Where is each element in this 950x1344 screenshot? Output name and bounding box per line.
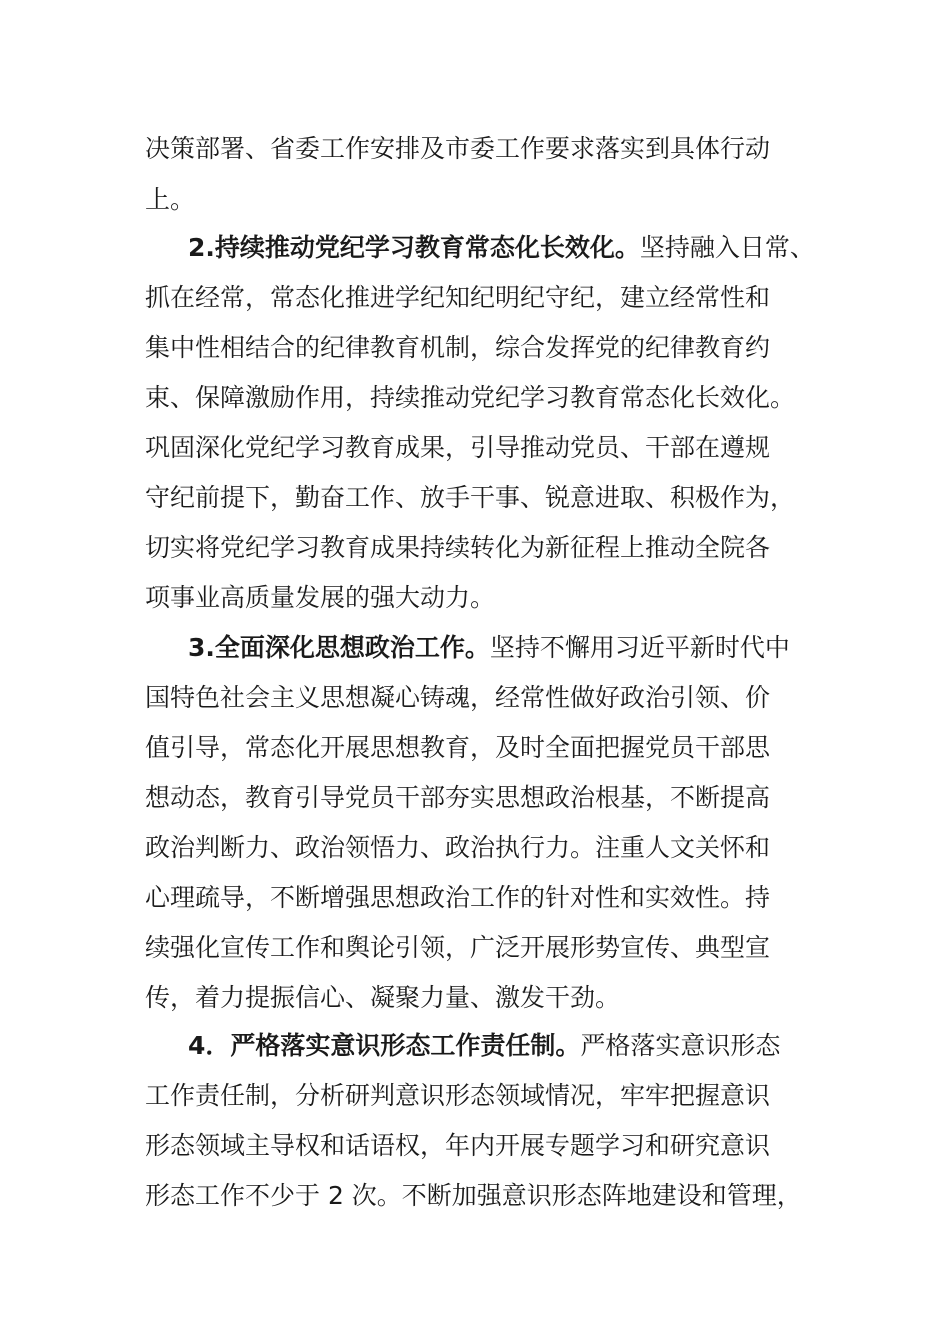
text-line xyxy=(188,1026,780,1066)
text-line xyxy=(145,528,770,568)
text-line xyxy=(145,578,495,618)
text-line xyxy=(145,180,195,220)
body-text: 集中性相结合的纪律教育机制，综合发挥党的纪律教育约 xyxy=(145,333,771,362)
body-text: 形态工作不少于 2 次。不断加强意识形态阵地建设和管理， xyxy=(145,1181,802,1210)
body-text: 形态领域主导权和话语权，年内开展专题学习和研究意识 xyxy=(145,1131,771,1160)
section-heading: 3.全面深化思想政治工作。 xyxy=(188,633,490,662)
body-text: 工作责任制，分析研判意识形态领域情况，牢牢把握意识 xyxy=(145,1081,771,1110)
body-text: 束、保障激励作用，持续推动党纪学习教育常态化长效化。 xyxy=(145,383,796,412)
text-line xyxy=(145,278,770,318)
body-text: 续强化宣传工作和舆论引领，广泛开展形势宣传、典型宣 xyxy=(145,933,771,962)
body-text: 切实将党纪学习教育成果持续转化为新征程上推动全院各 xyxy=(145,533,771,562)
body-text: 巩固深化党纪学习教育成果，引导推动党员、干部在遵规 xyxy=(145,433,771,462)
text-line xyxy=(188,628,790,668)
text-line xyxy=(145,428,770,468)
text-line xyxy=(145,1176,802,1216)
body-text: 想动态，教育引导党员干部夯实思想政治根基，不断提高 xyxy=(145,783,771,812)
text-line xyxy=(145,478,795,518)
body-text: 政治判断力、政治领悟力、政治执行力。注重人文关怀和 xyxy=(145,833,771,862)
text-line xyxy=(145,978,620,1018)
body-text: 抓在经常，常态化推进学纪知纪明纪守纪，建立经常性和 xyxy=(145,283,771,312)
section-heading: 2.持续推动党纪学习教育常态化长效化。 xyxy=(188,233,640,262)
body-text: 上。 xyxy=(145,185,196,214)
text-line xyxy=(145,1126,770,1166)
text-line xyxy=(145,928,770,968)
body-text: 值引导，常态化开展思想教育，及时全面把握党员干部思 xyxy=(145,733,771,762)
body-text: 项事业高质量发展的强大动力。 xyxy=(145,583,496,612)
text-line xyxy=(145,328,770,368)
section-heading: 4．严格落实意识形态工作责任制。 xyxy=(188,1031,581,1060)
text-line xyxy=(145,378,795,418)
body-text: 守纪前提下，勤奋工作、放手干事、锐意进取、积极作为， xyxy=(145,483,796,512)
text-line xyxy=(145,678,770,718)
text-line xyxy=(145,828,770,868)
body-text: 传，着力提振信心、凝聚力量、激发干劲。 xyxy=(145,983,621,1012)
text-line xyxy=(145,129,770,169)
text-line xyxy=(145,1076,770,1116)
body-text: 心理疏导，不断增强思想政治工作的针对性和实效性。持 xyxy=(145,883,771,912)
text-line xyxy=(145,778,770,818)
text-line xyxy=(145,728,770,768)
text-line xyxy=(145,878,770,918)
body-text: 坚持不懈用习近平新时代中 xyxy=(489,633,790,662)
text-line xyxy=(188,228,815,268)
body-text: 决策部署、省委工作安排及市委工作要求落实到具体行动 xyxy=(145,134,771,163)
body-text: 国特色社会主义思想凝心铸魂，经常性做好政治引领、价 xyxy=(145,683,771,712)
body-text: 严格落实意识形态 xyxy=(580,1031,781,1060)
body-text: 坚持融入日常、 xyxy=(639,233,815,262)
